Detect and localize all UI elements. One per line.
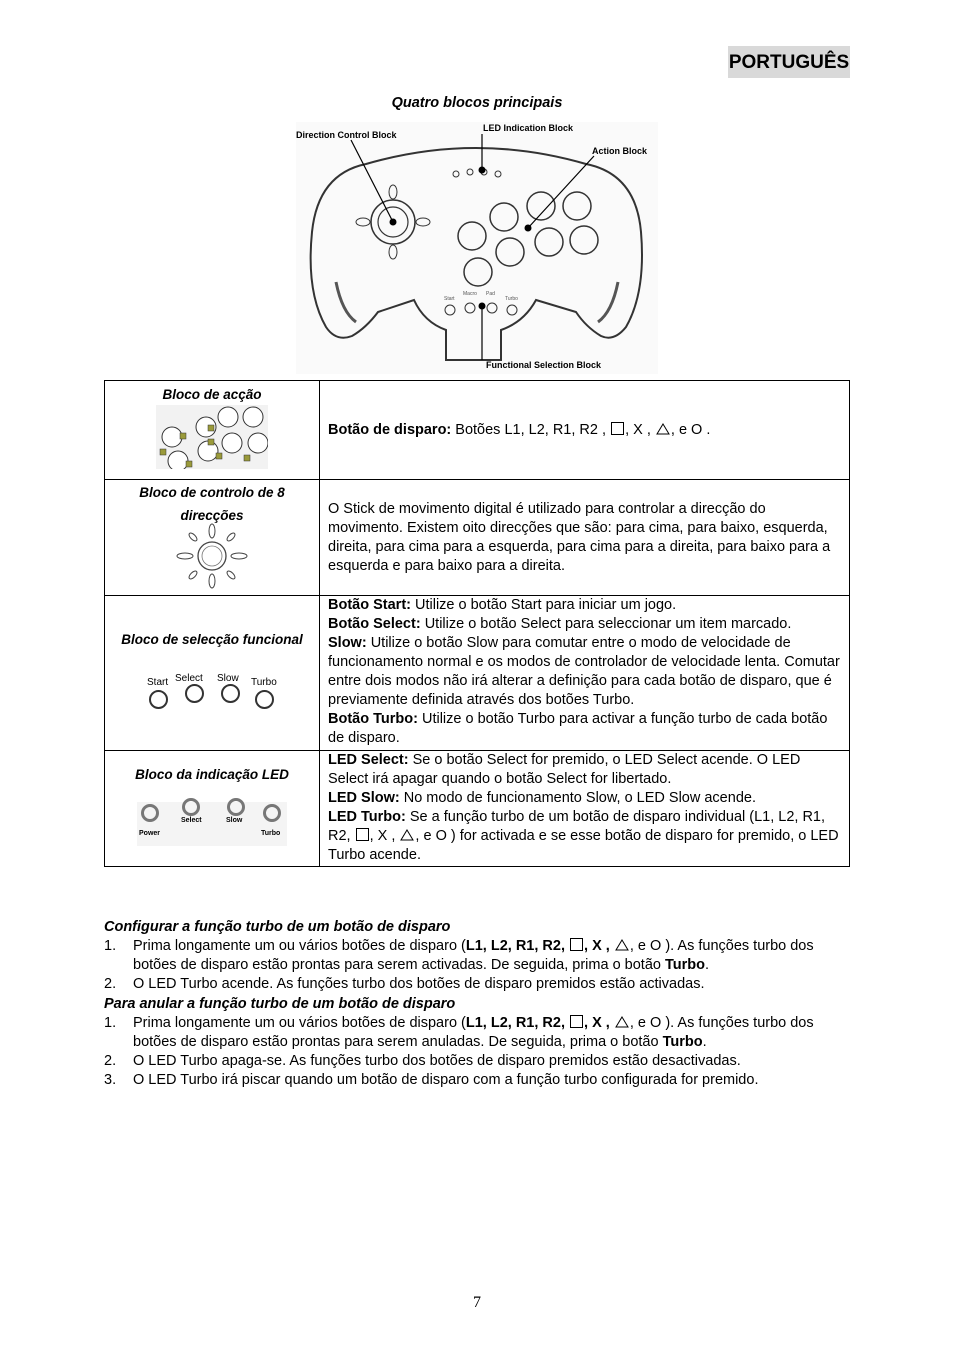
functional-buttons-image — [147, 673, 277, 713]
list-item — [104, 1052, 850, 1071]
list-item — [104, 1071, 850, 1090]
step-list — [104, 937, 850, 994]
select-led-icon — [182, 798, 200, 816]
step-text-b: , e O ). As funções turbo dos botões de disparo estão prontas para serem activadas. De seguida, prima o botão — [133, 938, 814, 973]
start-key: Botão Start: — [328, 597, 411, 613]
action-block-cell — [105, 381, 320, 480]
step-x: , X , — [584, 938, 610, 954]
led-block-desc — [320, 751, 850, 867]
direction-block-desc: O Stick de movimento digital é utilizado para controlar a direcção do movimento. Existem oito direcções que são: para cima, para baixo, esquerda, direita, para cima para a esquerda, para cima para a direita, para baixo para a esquerda e para baixo para a direita. — [320, 480, 850, 596]
start-text: Utilize o botão Start para iniciar um jogo. — [410, 597, 677, 613]
led-slow-text: No modo de funcionamento Slow, o LED Slow acende. — [399, 790, 756, 806]
step-text: O LED Turbo acende. As funções turbo dos botões de disparo premidos estão activadas. — [133, 976, 705, 992]
fs-pad-label: Pad — [486, 291, 495, 297]
triangle-icon — [656, 423, 670, 435]
led-block-label: LED Indication Block — [483, 123, 574, 133]
turbo-key: Botão Turbo: — [328, 711, 418, 727]
direction-block-cell — [105, 480, 320, 596]
fs-turbo-label: Turbo — [505, 296, 518, 302]
power-label: Power — [139, 830, 161, 837]
square-icon — [570, 938, 583, 951]
table-row — [105, 596, 850, 751]
select-button-icon — [185, 684, 204, 703]
square-icon — [611, 422, 624, 435]
turbo-text: Utilize o botão Turbo para activar a função turbo de cada botão de disparo. — [328, 711, 828, 746]
square-icon — [570, 1015, 583, 1028]
figure-title: Quatro blocos principais — [391, 95, 563, 111]
slow-key: Slow: — [328, 635, 367, 651]
blocks-table — [104, 380, 850, 867]
led-turbo-text-a: Se a função turbo de um botão de disparo individual (L1, L2, R1, R2, — [328, 809, 826, 844]
led-block-title: Bloco da indicação LED — [135, 767, 289, 782]
list-item — [104, 975, 850, 994]
step-turbo: Turbo — [664, 957, 705, 973]
led-block-cell — [105, 751, 320, 867]
power-led-icon — [141, 804, 159, 822]
step-text: O LED Turbo irá piscar quando um botão de disparo com a função turbo configurada for premido. — [133, 1072, 759, 1088]
square-icon — [356, 828, 369, 841]
select-label: Select — [175, 673, 203, 684]
fire-button-text-b: , X , — [625, 421, 655, 438]
step-end: . — [704, 957, 710, 973]
step-keys: L1, L2, R1, R2, — [465, 1015, 565, 1031]
step-turbo: Turbo — [662, 1034, 703, 1050]
step-number: 3. — [104, 1072, 117, 1088]
fs-macro-label: Macro — [463, 291, 477, 297]
action-block-image — [156, 405, 268, 469]
section-cancel — [104, 995, 850, 1090]
table-row — [105, 381, 850, 480]
step-keys: L1, L2, R1, R2, — [465, 938, 565, 954]
section-heading: Para anular a função turbo de um botão de disparo — [104, 996, 456, 1012]
controller-diagram — [296, 122, 658, 374]
table-row — [105, 480, 850, 596]
list-item — [104, 937, 850, 975]
direction-block-title-1: Bloco de controlo de 8 — [139, 485, 285, 500]
slow-button-icon — [221, 684, 240, 703]
step-text-b: , e O ). As funções turbo dos botões de disparo estão prontas para serem anuladas. De seguida, prima o botão — [133, 1015, 814, 1050]
table-row — [105, 751, 850, 867]
list-item — [104, 1014, 850, 1052]
direction-block-title-2: direcções — [180, 508, 244, 523]
slow-text: Utilize o botão Slow para comutar entre o modo de velocidade de funcionamento normal e os modos de controlador de velocidade lenta. Comutar entre dois modos não irá alterar a definição para cada botão de disparo, que é previamente definida através dos botões Turbo. — [328, 635, 840, 708]
triangle-icon — [400, 829, 414, 841]
step-end: . — [702, 1034, 707, 1050]
triangle-icon — [615, 939, 629, 951]
led-turbo-label: Turbo — [261, 830, 281, 837]
led-slow-label: Slow — [226, 817, 243, 824]
language-header: PORTUGUÊS — [728, 46, 850, 78]
select-key: Botão Select: — [328, 616, 421, 632]
select-text: Utilize o botão Select para seleccionar um item marcado. — [420, 616, 792, 632]
section-configure — [104, 918, 850, 994]
action-block-title: Bloco de acção — [162, 387, 262, 402]
fire-button-text: Botões L1, L2, R1, R2 , — [451, 421, 611, 438]
step-text: Prima longamente um ou vários botões de disparo ( — [133, 1015, 466, 1031]
led-image — [137, 802, 287, 846]
step-number: 1. — [104, 1015, 117, 1031]
functional-block-cell — [105, 596, 320, 751]
functional-block-title: Bloco de selecção funcional — [121, 632, 303, 647]
direction-pad-image — [176, 523, 248, 589]
step-list — [104, 1014, 850, 1090]
turbo-label: Turbo — [251, 677, 277, 688]
page-number: 7 — [473, 1294, 481, 1311]
step-x: , X , — [584, 1015, 610, 1031]
action-block-desc — [320, 381, 850, 480]
led-select-text: Se o botão Select for premido, o LED Select acende. O LED Select irá apagar quando o botão Select for libertado. — [328, 752, 801, 787]
section-heading: Configurar a função turbo de um botão de disparo — [104, 919, 451, 935]
step-number: 2. — [104, 1053, 117, 1069]
fire-button-key: Botão de disparo: — [328, 421, 452, 438]
start-label: Start — [147, 677, 169, 688]
led-turbo-text-b: , X , — [369, 828, 400, 844]
action-block-label: Action Block — [592, 146, 648, 156]
step-number: 1. — [104, 938, 117, 954]
step-number: 2. — [104, 976, 117, 992]
slow-led-icon — [227, 798, 245, 816]
turbo-button-icon — [255, 690, 274, 709]
start-button-icon — [149, 690, 168, 709]
led-select-key: LED Select: — [328, 752, 409, 768]
functional-block-desc — [320, 596, 850, 751]
led-turbo-text-c: , e O ) for activada e se esse botão de disparo for premido, o LED Turbo acende. — [328, 828, 839, 863]
functional-block-label: Functional Selection Block — [486, 360, 602, 370]
step-text: Prima longamente um ou vários botões de disparo ( — [133, 938, 466, 954]
direction-block-label: Direction Control Block — [296, 130, 397, 140]
fire-button-text-c: , e O . — [670, 421, 711, 438]
slow-label: Slow — [217, 673, 239, 684]
step-text: O LED Turbo apaga-se. As funções turbo dos botões de disparo premidos estão desactivadas. — [133, 1053, 741, 1069]
turbo-led-icon — [263, 804, 281, 822]
led-select-label: Select — [181, 817, 202, 824]
fs-start-label: Start — [444, 296, 455, 302]
triangle-icon — [615, 1016, 629, 1028]
led-slow-key: LED Slow: — [328, 790, 400, 806]
led-turbo-key: LED Turbo: — [328, 809, 406, 825]
